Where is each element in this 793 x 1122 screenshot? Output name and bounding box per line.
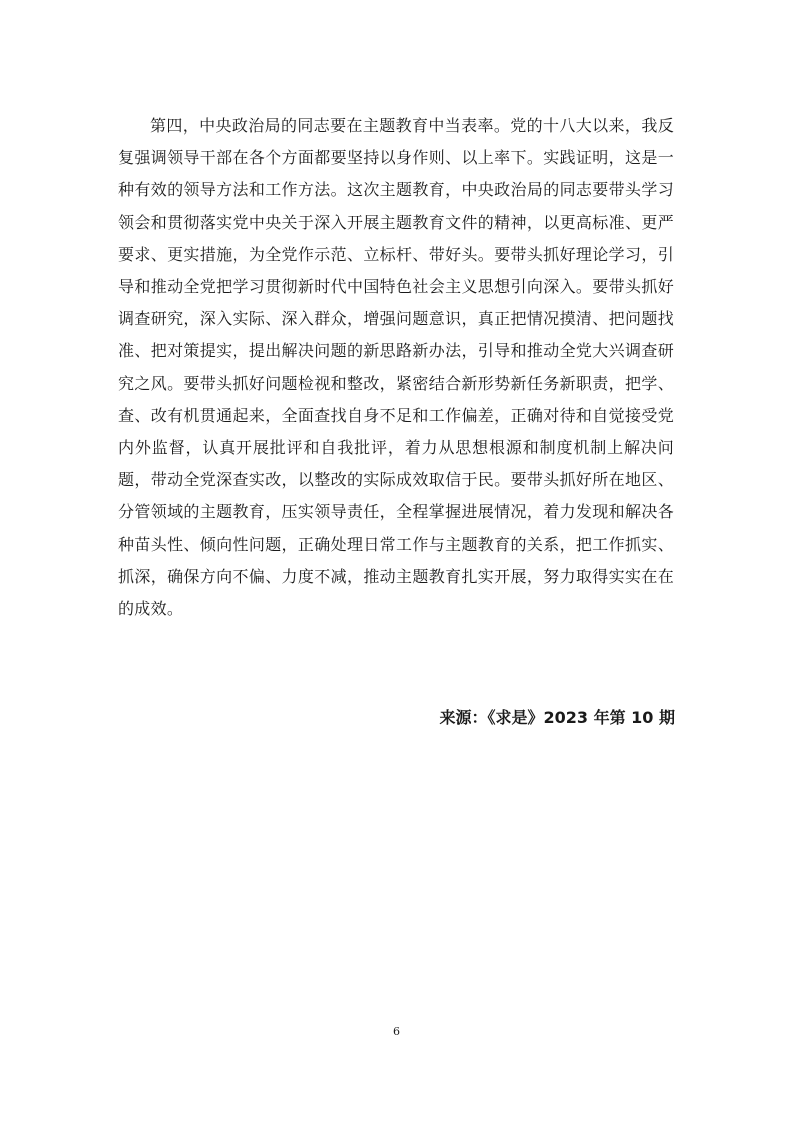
body-paragraph: 第四，中央政治局的同志要在主题教育中当表率。党的十八大以来，我反复强调领导干部在各个方面都要坚持以身作则、以上率下。实践证明，这是一种有效的领导方法和工作方法。这次主题教育，中央政治局的同志要带头学习领会和贯彻落实党中央关于深入开展主题教育文件的精神，以更高标准、更严要求、更实措施，为全党作示范、立标杆、带好头。要带头抓好理论学习，引导和推动全党把学习贯彻新时代中国特色社会主义思想引向深入。要带头抓好调查研究，深入实际、深入群众，增强问题意识，真正把情况摸清、把问题找准、把对策提实，提出解决问题的新思路新办法，引导和推动全党大兴调查研究之风。要带头抓好问题检视和整改，紧密结合新形势新任务新职责，把学、查、改有机贯通起来，全面查找自身不足和工作偏差，正确对待和自觉接受党内外监督，认真开展批评和自我批评，着力从思想根源和制度机制上解决问题，带动全党深查实改，以整改的实际成效取信于民。要带头抓好所在地区、分管领域的主题教育，压实领导责任，全程掌握进展情况，着力发现和解决各种苗头性、倾向性问题，正确处理日常工作与主题教育的关系，把工作抓实、抓深，确保方向不偏、力度不减，推动主题教育扎实开展，努力取得实实在在的成效。: [118, 116, 674, 619]
source-citation: 来源：《求是》2023 年第 10 期: [439, 708, 675, 727]
page-number: 6: [393, 1025, 400, 1038]
